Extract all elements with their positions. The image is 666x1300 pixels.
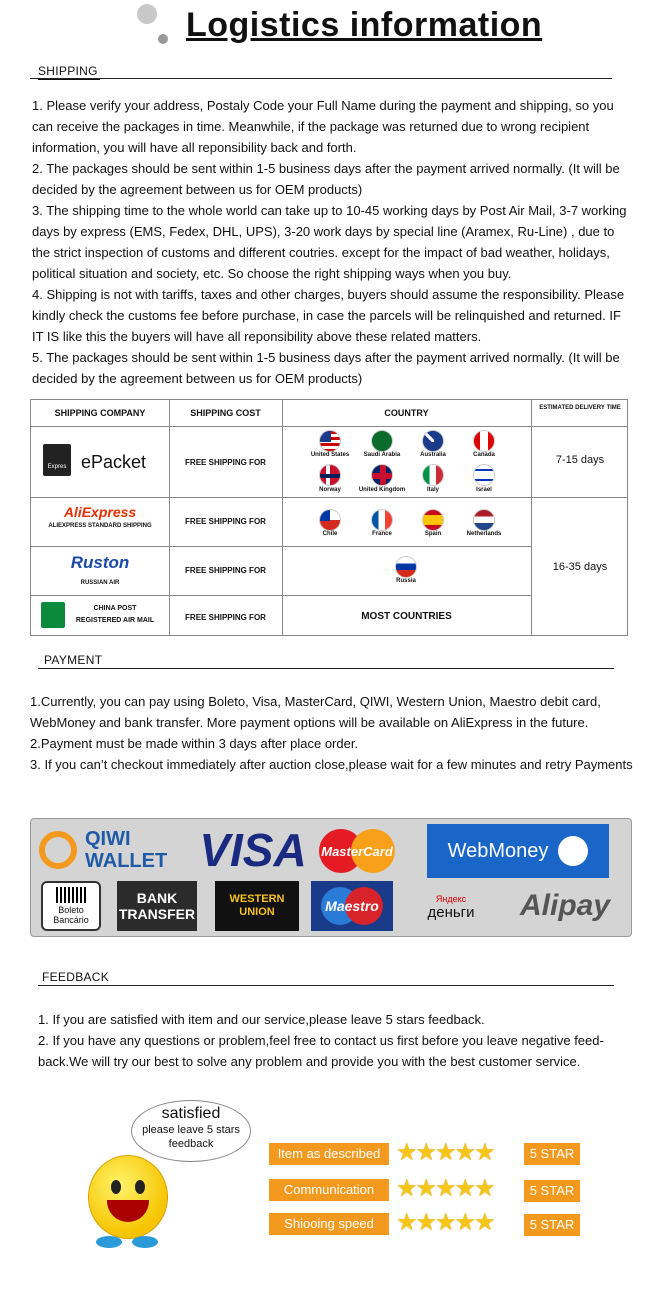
payment-logos-banner: [30, 818, 632, 937]
speech-bubble: [131, 1100, 251, 1162]
delivery-time-1: 7-15 days: [555, 454, 605, 466]
th-company: SHIPPING COMPANY: [54, 408, 146, 418]
rating-label-shipping: Shiooing speed: [269, 1213, 389, 1235]
feedback-paragraph-2: 2. If you have any questions or problem,feel free to contact us first before you leave negative feed-back.We will try our best to solve any problem and provide you with the best customer service.: [38, 1033, 604, 1069]
western-union-logo: WESTERN UNION: [215, 881, 299, 931]
star-rating-communication-icon: ★★★★★: [396, 1175, 494, 1202]
country-label: France: [372, 531, 392, 537]
ruston-cost: FREE SHIPPING FOR: [185, 566, 266, 575]
visa-logo: VISA: [199, 824, 307, 876]
country-label: Norway: [319, 487, 341, 493]
page-title: Logistics information: [186, 6, 543, 44]
country-label: Canada: [473, 452, 495, 458]
feedback-heading: FEEDBACK: [42, 970, 110, 984]
flag-us-icon: [319, 430, 341, 452]
th-cost: SHIPPING COST: [190, 408, 261, 418]
country-label: Australia: [420, 452, 446, 458]
ruston-sub: RUSSIAN AIR: [80, 580, 120, 586]
smiley-face-icon: [88, 1155, 168, 1239]
th-delivery: ESTIMATED DELIVERY TIME: [539, 405, 621, 411]
boleto-logo: Boleto Bancário: [41, 881, 101, 931]
payment-heading: PAYMENT: [44, 653, 103, 667]
flag-es-icon: [422, 509, 444, 531]
china-post-logo-icon: [41, 602, 65, 628]
flag-ru-icon: [395, 556, 417, 578]
yandex-money-logo: Яндекс деньги: [427, 894, 475, 921]
feedback-paragraph-1: 1. If you are satisfied with item and our service,please leave 5 stars feedback.: [38, 1012, 485, 1027]
shipping-paragraph-4: 4. Shipping is not with tariffs, taxes and other charges, buyers should assume the responsibility. Please kindly check the customs fee before purchase, in case the parcels will be relinquished and returned. IF IT IS like this the buyers will have all reponsibility above these related matters.: [32, 287, 625, 344]
country-label: United Kingdom: [358, 487, 406, 493]
th-country: COUNTRY: [384, 408, 429, 418]
payment-paragraph-3: 3. If you can’t checkout immediately after auction close,please wait for a few minutes and retry Payments: [30, 757, 633, 772]
shipping-paragraph-3: 3. The shipping time to the whole world can take up to 10-45 working days by Post Air Mail, 3-7 working days by express (EMS, Fedex, DHL, UPS), 3-20 work days by special line (Aramex, Ru-Line) , due to the strict inspection of customs and different coutries. except for the impact of bad weather, holidays, political situation and society, etc. So choose the right shipping ways when you buy.: [32, 203, 627, 281]
barcode-icon: [56, 887, 86, 903]
decor-dot-small: [158, 34, 168, 44]
payment-paragraph-2: 2.Payment must be made within 3 days after place order.: [30, 736, 359, 751]
payment-text: [30, 691, 634, 775]
bank-transfer-logo: BANK TRANSFER: [117, 881, 197, 931]
rating-badge-communication: 5 STAR: [524, 1180, 580, 1202]
feedback-divider: [38, 985, 614, 986]
aliexpress-logo: AliExpress: [63, 504, 137, 520]
star-rating-item-icon: ★★★★★: [396, 1139, 494, 1166]
shipping-table: [30, 399, 628, 636]
bubble-title: satisfied: [161, 1105, 221, 1122]
payment-divider: [38, 668, 614, 669]
country-label: Italy: [426, 487, 439, 493]
flag-uk-icon: [371, 464, 393, 486]
flag-au-icon: [422, 430, 444, 452]
country-label: Chile: [322, 531, 338, 537]
flag-it-icon: [422, 464, 444, 486]
epacket-cost: FREE SHIPPING FOR: [185, 458, 266, 467]
mastercard-logo: MasterCard: [315, 825, 399, 877]
shipping-text: [32, 95, 632, 389]
shipping-paragraph-2: 2. The packages should be sent within 1-5 business days after the payment arrived normally. (It will be decided by the agreement between us for OEM products): [32, 161, 620, 197]
epacket-logo-text: Expres: [47, 464, 67, 470]
webmoney-logo: WebMoney: [427, 824, 609, 878]
flag-fr-icon: [371, 509, 393, 531]
shipping-heading: SHIPPING: [38, 64, 98, 78]
alipay-logo: Alipay: [519, 889, 611, 922]
ruston-logo: Ruston: [70, 553, 130, 572]
country-label: Saudi Arabia: [363, 452, 401, 458]
flag-il-icon: [473, 464, 495, 486]
country-label: Israel: [476, 487, 492, 493]
china-post-cost: FREE SHIPPING FOR: [185, 613, 266, 622]
flag-sa-icon: [371, 430, 393, 452]
aliexpress-sub: ALIEXPRESS STANDARD SHIPPING: [48, 523, 152, 529]
epacket-logo-icon: [43, 444, 71, 476]
country-label: Netherlands: [466, 531, 502, 537]
country-label: Russia: [396, 578, 416, 584]
flag-no-icon: [319, 464, 341, 486]
flag-ca-icon: [473, 430, 495, 452]
shipping-paragraph-5: 5. The packages should be sent within 1-5 business days after the payment arrived normally. (It will be decided by the agreement between us for OEM products): [32, 350, 620, 386]
bubble-text: please leave 5 stars feedback: [142, 1124, 240, 1150]
rating-label-item: Item as described: [269, 1143, 389, 1165]
epacket-name: ePacket: [81, 452, 147, 472]
flag-cl-icon: [319, 509, 341, 531]
aliexpress-cost: FREE SHIPPING FOR: [185, 517, 266, 526]
country-label: Spain: [424, 531, 442, 537]
rating-badge-item: 5 STAR: [524, 1143, 580, 1165]
shipping-paragraph-1: 1. Please verify your address, Postaly Code your Full Name during the payment and shipping, so you can receive the packages in time. Meanwhile, if the package was returned due to wrong recipient information, you will have all reponsibility back and forth.: [32, 98, 614, 155]
china-post-country: MOST COUNTRIES: [361, 611, 452, 622]
shipping-divider: [30, 78, 612, 79]
rating-label-communication: Communication: [269, 1179, 389, 1201]
qiwi-icon: [39, 831, 77, 869]
payment-paragraph-1: 1.Currently, you can pay using Boleto, Visa, MasterCard, QIWI, Western Union, Maestro debit card, WebMoney and bank transfer. More payment options will be available on AliExpress in the future.: [30, 694, 601, 730]
china-post-sub: REGISTERED AIR MAIL: [75, 617, 155, 624]
rating-badge-shipping: 5 STAR: [524, 1214, 580, 1236]
smiley-shoe-left-icon: [96, 1236, 122, 1248]
smiley-shoe-right-icon: [132, 1236, 158, 1248]
qiwi-logo: QIWI WALLET: [39, 825, 189, 875]
decor-dot-large: [137, 4, 157, 24]
flag-nl-icon: [473, 509, 495, 531]
star-rating-shipping-icon: ★★★★★: [396, 1209, 494, 1236]
webmoney-globe-icon: [558, 836, 588, 866]
maestro-logo: Maestro: [311, 881, 393, 931]
feedback-text: [38, 1009, 630, 1072]
china-post-name: CHINA POST: [93, 605, 137, 612]
delivery-time-2: 16-35 days: [552, 561, 608, 573]
country-label: United States: [310, 452, 350, 458]
